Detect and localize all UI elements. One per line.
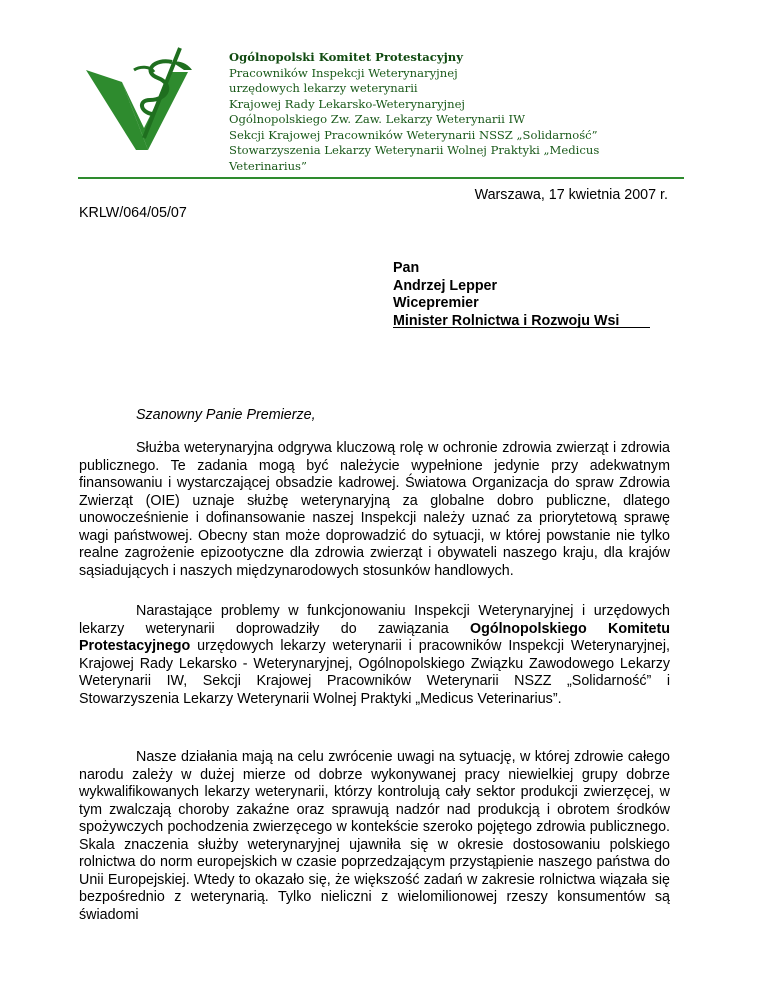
paragraph-2-text: Narastające problemy w funkcjonowaniu Inspekcji Weterynaryjnej i urzędowych lekarzy weterynarii doprowadziły do zawiązania (79, 603, 670, 637)
paragraph-3: Nasze działania mają na celu zwrócenie uwagi na sytuację, w której zdrowie całego narodu zależy w dużej mierze od dobrze wykonywanej pracy niewielkiej grupy dobrze wykwalifikowanych lekarzy weterynarii, którzy kontrolują cały sektor produkcji zwierzęcej, w tym zwalczają choroby zakaźne oraz sprawują nadzór nad produkcją i obrotem środków spożywczych pochodzenia zwierzęcego w kontekście szeroko pojętego zdrowia publicznego. Skala znaczenia służby weterynaryjnej ujawniła się w okresie dostosowaniu polskiego rolnictwa do norm europejskich w czasie poprzedzającym przystąpienie naszego państwa do Unii Europejskiej. Wtedy to okazało się, że większość zadań w zakresie rolnictwa wiązała się bezpośrednio z weterynarią. Tylko nieliczni z wielomilionowej rzeszy konsumentów są świadomi (79, 749, 670, 923)
recipient-block (393, 260, 619, 330)
recipient-title: Wicepremier (393, 295, 479, 311)
recipient-line: Pan (393, 260, 420, 276)
letterhead-line: Stowarzyszenia Lekarzy Weterynarii Wolnej Praktyki „Medicus (229, 143, 600, 157)
paragraph-2 (79, 603, 670, 708)
letterhead-line: Krajowej Rady Lekarsko-Weterynaryjnej (229, 96, 466, 111)
reference-number: KRLW/064/05/07 (79, 205, 187, 221)
letterhead-line: Sekcji Krajowej Pracowników Weterynarii NSSZ „Solidarność” (229, 127, 598, 142)
paragraph-2-text: urzędowych lekarzy weterynarii i pracowników Inspekcji Weterynaryjnej, Krajowej Rady Lekarsko - Weterynaryjnej, Ogólnopolskiego Związku Zawodowego Lekarzy Weterynarii IW, Sekcji Krajowej Pracowników Weterynarii NSZZ „Solidarność” i Stowarzyszenia Lekarzy Weterynarii Wolnej Praktyki „Medicus Veterinarius”. (79, 638, 670, 707)
veterinary-logo-icon (84, 42, 202, 154)
committee-name-emphasis: Ogólnopolskiego Komitetu Protestacyjnego (79, 620, 670, 654)
letterhead (229, 50, 669, 174)
letterhead-line: Pracowników Inspekcji Weterynaryjnej (229, 65, 458, 80)
recipient-name: Andrzej Lepper (393, 277, 498, 294)
letterhead-line: Veterinarius” (229, 158, 307, 173)
committee-name: Ogólnopolski Komitet Protestacyjny (229, 50, 463, 64)
recipient-underline (393, 327, 650, 328)
letterhead-divider (78, 177, 684, 179)
letterhead-line: urzędowych lekarzy weterynarii (229, 81, 418, 95)
letterhead-line: Ogólnopolskiego Zw. Zaw. Lekarzy Weterynarii IW (229, 112, 526, 126)
paragraph-1: Służba weterynaryjna odgrywa kluczową rolę w ochronie zdrowia zwierząt i zdrowia publicznego. Te zadania mogą być należycie wypełnione jedynie przy adekwatnym finansowaniu i wystarczającej obsadzie kadrowej. Światowa Organizacja do spraw Zdrowia Zwierząt (OIE) uznaje służbę weterynaryjną za globalne dobro publiczne, dlatego unowocześnienie i dofinansowanie naszej Inspekcji należy uznać za priorytetową sprawę wagi państwowej. Obecny stan może doprowadzić do sytuacji, w której powstanie nie tylko realne zagrożenie epizootyczne dla zdrowia zwierząt i obywateli naszego kraju, dla krajów sąsiadujących i naszych międzynarodowych stosunków handlowych. (79, 440, 670, 579)
salutation: Szanowny Panie Premierze, (136, 407, 316, 423)
recipient-office: Minister Rolnictwa i Rozwoju Wsi (393, 312, 620, 329)
letter-date: Warszawa, 17 kwietnia 2007 r. (474, 187, 668, 203)
